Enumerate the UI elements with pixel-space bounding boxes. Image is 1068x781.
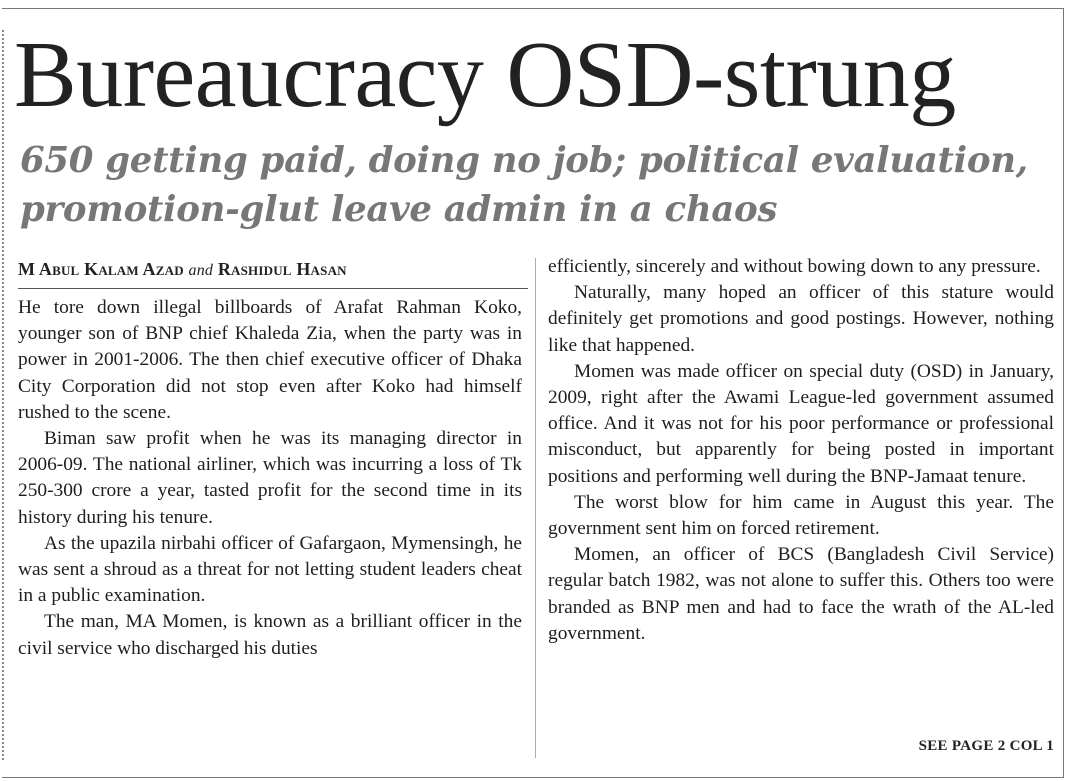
paragraph: Naturally, many hoped an officer of this stature would definitely get promotions and good postings. However, nothing like that happened. [548,282,1054,356]
paragraph: The man, MA Momen, is known as a brilliant officer in the civil service who discharged his duties [18,611,522,659]
author-1: M Abul Kalam Azad [18,259,184,279]
author-2: Rashidul Hasan [217,259,347,279]
paragraph: He tore down illegal billboards of Arafat Rahman Koko, younger son of BNP chief Khaleda Zia, when the party was in power in 2001-2006. The then chief executive officer of Dhaka City Corporation did not stop even after Koko had himself rushed to the scene. [18,297,522,423]
column-divider [535,258,536,758]
continuation-note: SEE PAGE 2 COL 1 [918,738,1054,754]
paragraph: As the upazila nirbahi officer of Gafargaon, Mymensingh, he was sent a shroud as a threat for not letting student leaders cheat in a public examination. [18,532,522,607]
byline-conjunction: and [188,262,214,279]
paragraph: Momen was made officer on special duty (OSD) in January, 2009, right after the Awami League-led government assumed office. And it was not for his poor performance or professional misconduct, but apparently for being posted in important positions and performing well during the BNP-Jamaat tenure. [548,360,1054,487]
article-column-right [548,254,1054,647]
paragraph: Biman saw profit when he was its managing director in 2006-09. The national airliner, which was incurring a loss of Tk 250-300 crore a year, tasted profit for the second time in its history during his tenure. [18,428,522,528]
subheadline [20,136,1060,234]
subheadline-line-2: promotion-glut leave admin in a chaos [20,189,778,230]
dotted-cut-line [2,30,4,760]
byline [18,258,528,289]
headline: Bureaucracy OSD-strung [14,23,956,127]
subheadline-line-1: 650 getting paid, doing no job; political evaluation, [20,140,1028,181]
article-column-left [18,295,522,662]
paragraph: efficiently, sincerely and without bowing down to any pressure. [548,256,1041,277]
paragraph: The worst blow for him came in August this year. The government sent him on forced retirement. [548,491,1054,540]
paragraph: Momen, an officer of BCS (Bangladesh Civil Service) regular batch 1982, was not alone to suffer this. Others too were branded as BNP men and had to face the wrath of the AL-led government. [548,544,1054,644]
